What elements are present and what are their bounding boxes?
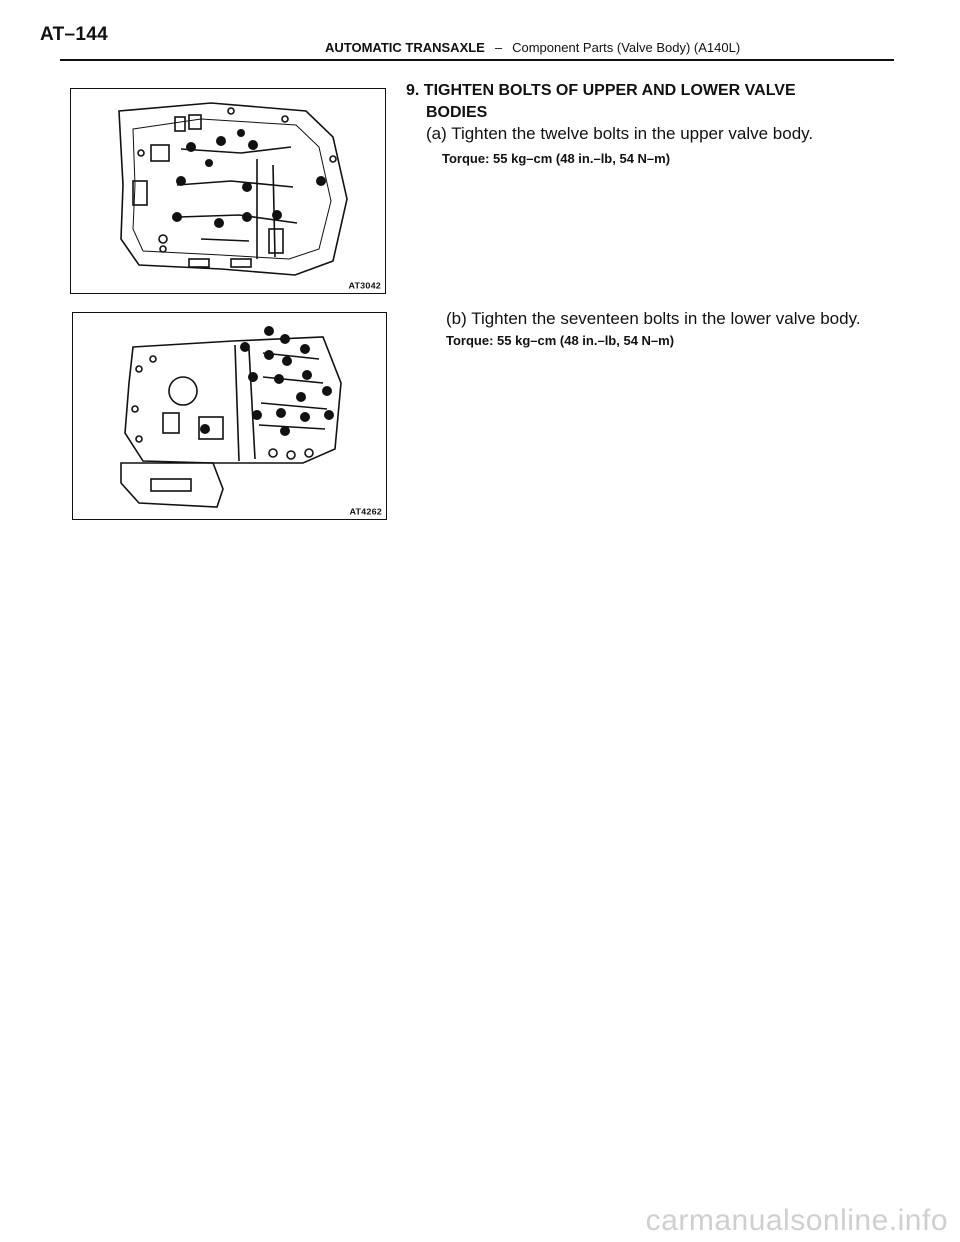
header-rule <box>60 59 894 61</box>
upper-valve-body-illustration <box>71 89 385 293</box>
figure-code: AT4262 <box>349 507 382 517</box>
substep-a-torque: Torque: 55 kg–cm (48 in.–lb, 54 N–m) <box>442 151 671 166</box>
subsection-title: Component Parts (Valve Body) (A140L) <box>512 40 741 55</box>
section-title: AUTOMATIC TRANSAXLE <box>325 40 485 55</box>
watermark: carmanualsonline.info <box>645 1204 948 1237</box>
step-title-line1: 9. TIGHTEN BOLTS OF UPPER AND LOWER VALVE <box>406 82 796 99</box>
figure-lower-valve-body <box>72 312 387 520</box>
step-heading <box>406 80 866 124</box>
running-header <box>325 40 740 55</box>
lower-valve-body-illustration <box>73 313 386 519</box>
substep-b-torque: Torque: 55 kg–cm (48 in.–lb, 54 N–m) <box>446 333 675 348</box>
substep-b-text: (b) Tighten the seventeen bolts in the lower valve body. <box>446 309 861 328</box>
figure-code: AT3042 <box>348 281 381 291</box>
header-separator: – <box>494 40 503 55</box>
page-number: AT–144 <box>40 24 108 45</box>
figure-upper-valve-body <box>70 88 386 294</box>
substep-a-text: (a) Tighten the twelve bolts in the upper valve body. <box>426 124 814 143</box>
step-title-line2: BODIES <box>426 104 488 121</box>
